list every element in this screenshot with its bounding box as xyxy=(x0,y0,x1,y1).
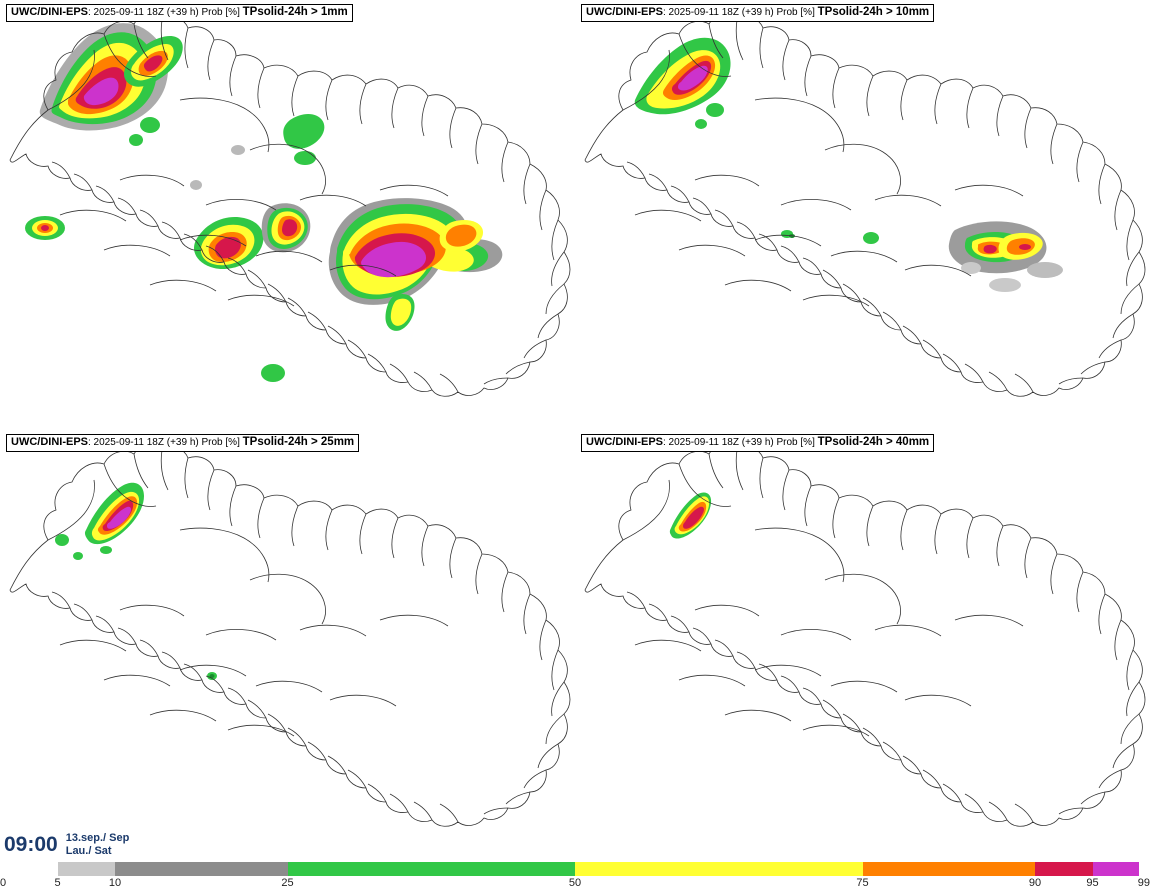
colorbar-segment xyxy=(1035,862,1093,876)
colorbar-segment xyxy=(1093,862,1139,876)
colorbar-tick-label: 50 xyxy=(568,877,582,889)
panel-model-2: UWC/DINI-EPS xyxy=(586,6,663,18)
panel-param-4: TPsolid-24h > 40mm xyxy=(817,436,930,448)
valid-date-line1: 13.sep./ Sep xyxy=(65,832,130,844)
panel-title-3 xyxy=(6,434,359,452)
map-panel-4[interactable] xyxy=(575,430,1150,860)
probability-shading-2 xyxy=(635,38,1063,292)
colorbar-segment xyxy=(863,862,1036,876)
panel-model-1: UWC/DINI-EPS xyxy=(11,6,88,18)
probability-shading-1 xyxy=(25,23,502,382)
coastline-3 xyxy=(10,445,570,826)
colorbar-segment xyxy=(575,862,863,876)
panel-run-4: : 2025-09-11 18Z (+39 h) Prob [%] xyxy=(663,437,818,448)
panel-title-2 xyxy=(581,4,934,22)
iceland-map-3 xyxy=(0,430,575,860)
colorbar-tick-label: 25 xyxy=(281,877,294,889)
valid-time: 09:00 xyxy=(4,833,58,856)
colorbar-segment xyxy=(58,862,116,876)
panel-model-4: UWC/DINI-EPS xyxy=(586,436,663,448)
colorbar-tick-label: 10 xyxy=(108,877,122,889)
valid-time-box xyxy=(0,828,138,862)
iceland-map-1 xyxy=(0,0,575,430)
colorbar-legend xyxy=(0,862,1150,891)
panel-title-4 xyxy=(581,434,934,452)
colorbar-tick-label: 90 xyxy=(1028,877,1042,889)
iceland-map-2 xyxy=(575,0,1150,430)
valid-date xyxy=(66,832,130,858)
colorbar-tick-label: 5 xyxy=(54,877,61,889)
colorbar-segment xyxy=(288,862,576,876)
coastline-4 xyxy=(585,445,1145,826)
colorbar-segment xyxy=(115,862,288,876)
colorbar-strip xyxy=(0,862,1150,876)
map-panel-3[interactable] xyxy=(0,430,575,860)
panel-run-3: : 2025-09-11 18Z (+39 h) Prob [%] xyxy=(88,437,243,448)
panel-param-3: TPsolid-24h > 25mm xyxy=(242,436,355,448)
panel-model-3: UWC/DINI-EPS xyxy=(11,436,88,448)
panel-run-2: : 2025-09-11 18Z (+39 h) Prob [%] xyxy=(663,7,818,18)
panel-title-1 xyxy=(6,4,353,22)
probability-shading-4 xyxy=(670,492,711,538)
map-panel-2[interactable] xyxy=(575,0,1150,430)
panel-param-1: TPsolid-24h > 1mm xyxy=(242,6,348,18)
colorbar-tick-label: 95 xyxy=(1086,877,1099,889)
colorbar-segment xyxy=(1139,862,1150,876)
probability-shading-3 xyxy=(55,483,217,680)
valid-date-line2: Lau./ Sat xyxy=(65,845,112,857)
panel-run-1: : 2025-09-11 18Z (+39 h) Prob [%] xyxy=(88,7,243,18)
iceland-map-4 xyxy=(575,430,1150,860)
colorbar-labels xyxy=(0,876,1150,891)
colorbar-tick-label: 0 xyxy=(0,877,7,889)
colorbar-tick-label: 75 xyxy=(856,877,869,889)
footer xyxy=(0,828,1150,891)
panel-param-2: TPsolid-24h > 10mm xyxy=(817,6,930,18)
colorbar-segment xyxy=(0,862,58,876)
colorbar-tick-label: 99 xyxy=(1137,877,1150,889)
map-panel-1[interactable] xyxy=(0,0,575,430)
